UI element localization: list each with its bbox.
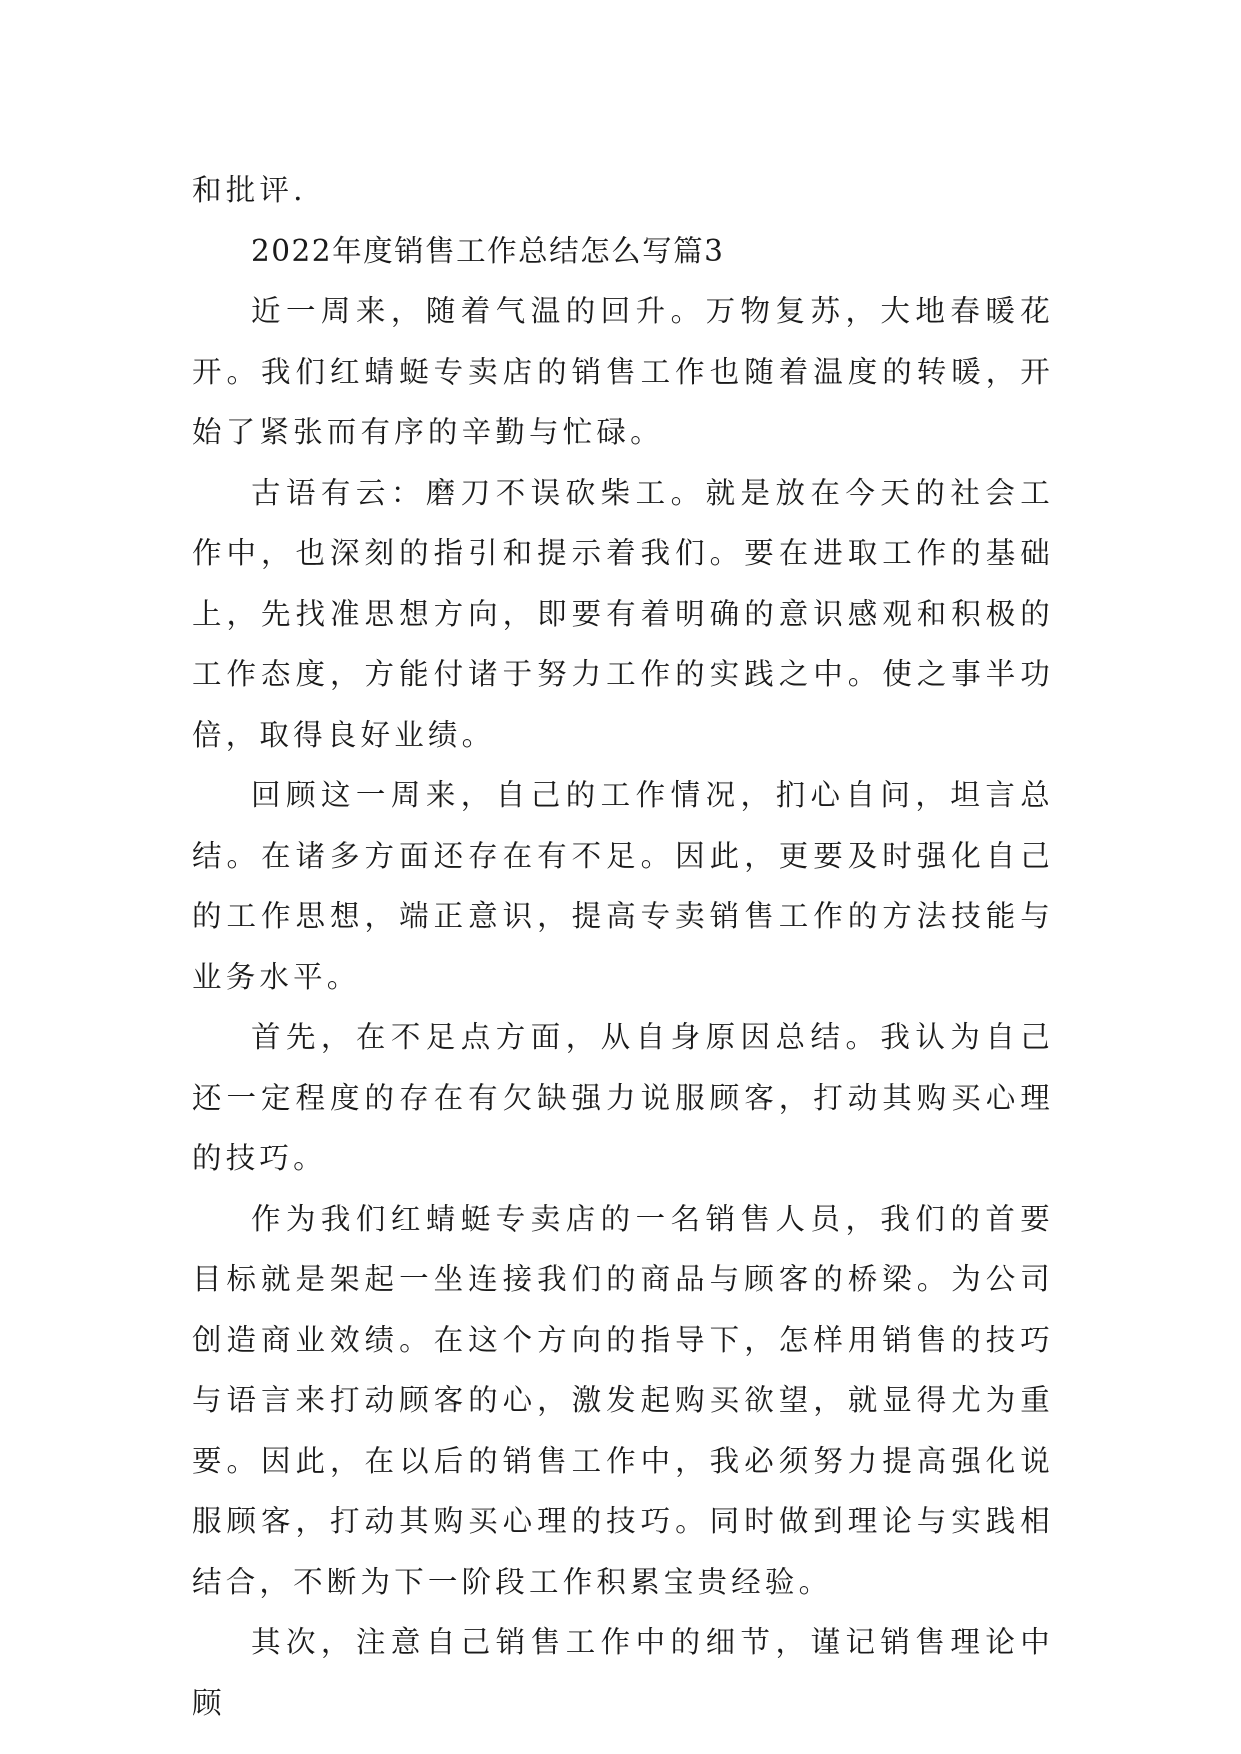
paragraph-review: 回顾这一周来，自己的工作情况，扪心自问，坦言总结。在诸多方面还存在有不足。因此，更要及时强化自己的工作思想，端正意识，提高专卖销售工作的方法技能与业务水平。 [192, 778, 1054, 994]
paragraph-proverb: 古语有云：磨刀不误砍柴工。就是放在今天的社会工作中，也深刻的指引和提示着我们。要在进取工作的基础上，先找准思想方向，即要有着明确的意识感观和积极的工作态度，方能付诸于努力工作的实践之中。使之事半功倍，取得良好业绩。 [192, 475, 1054, 752]
paragraph-continuation: 和批评. [192, 173, 307, 207]
document-page [192, 160, 1054, 1733]
paragraph-role: 作为我们红蜻蜓专卖店的一名销售人员，我们的首要目标就是架起一坐连接我们的商品与顾客的桥梁。为公司创造商业效绩。在这个方向的指导下，怎样用销售的技巧与语言来打动顾客的心，激发起购买欲望，就显得尤为重要。因此，在以后的销售工作中，我必须努力提高强化说服顾客，打动其购买心理的技巧。同时做到理论与实践相结合，不断为下一阶段工作积累宝贵经验。 [192, 1201, 1054, 1599]
paragraph-first: 首先，在不足点方面，从自身原因总结。我认为自己还一定程度的存在有欠缺强力说服顾客，打动其购买心理的技巧。 [192, 1020, 1054, 1175]
paragraph-second: 其次，注意自己销售工作中的细节，谨记销售理论中顾 [192, 1625, 1054, 1720]
section-heading: 2022年度销售工作总结怎么写篇3 [251, 233, 725, 268]
paragraph-intro: 近一周来，随着气温的回升。万物复苏，大地春暖花开。我们红蜻蜓专卖店的销售工作也随着温度的转暖，开始了紧张而有序的辛勤与忙碌。 [192, 294, 1054, 449]
